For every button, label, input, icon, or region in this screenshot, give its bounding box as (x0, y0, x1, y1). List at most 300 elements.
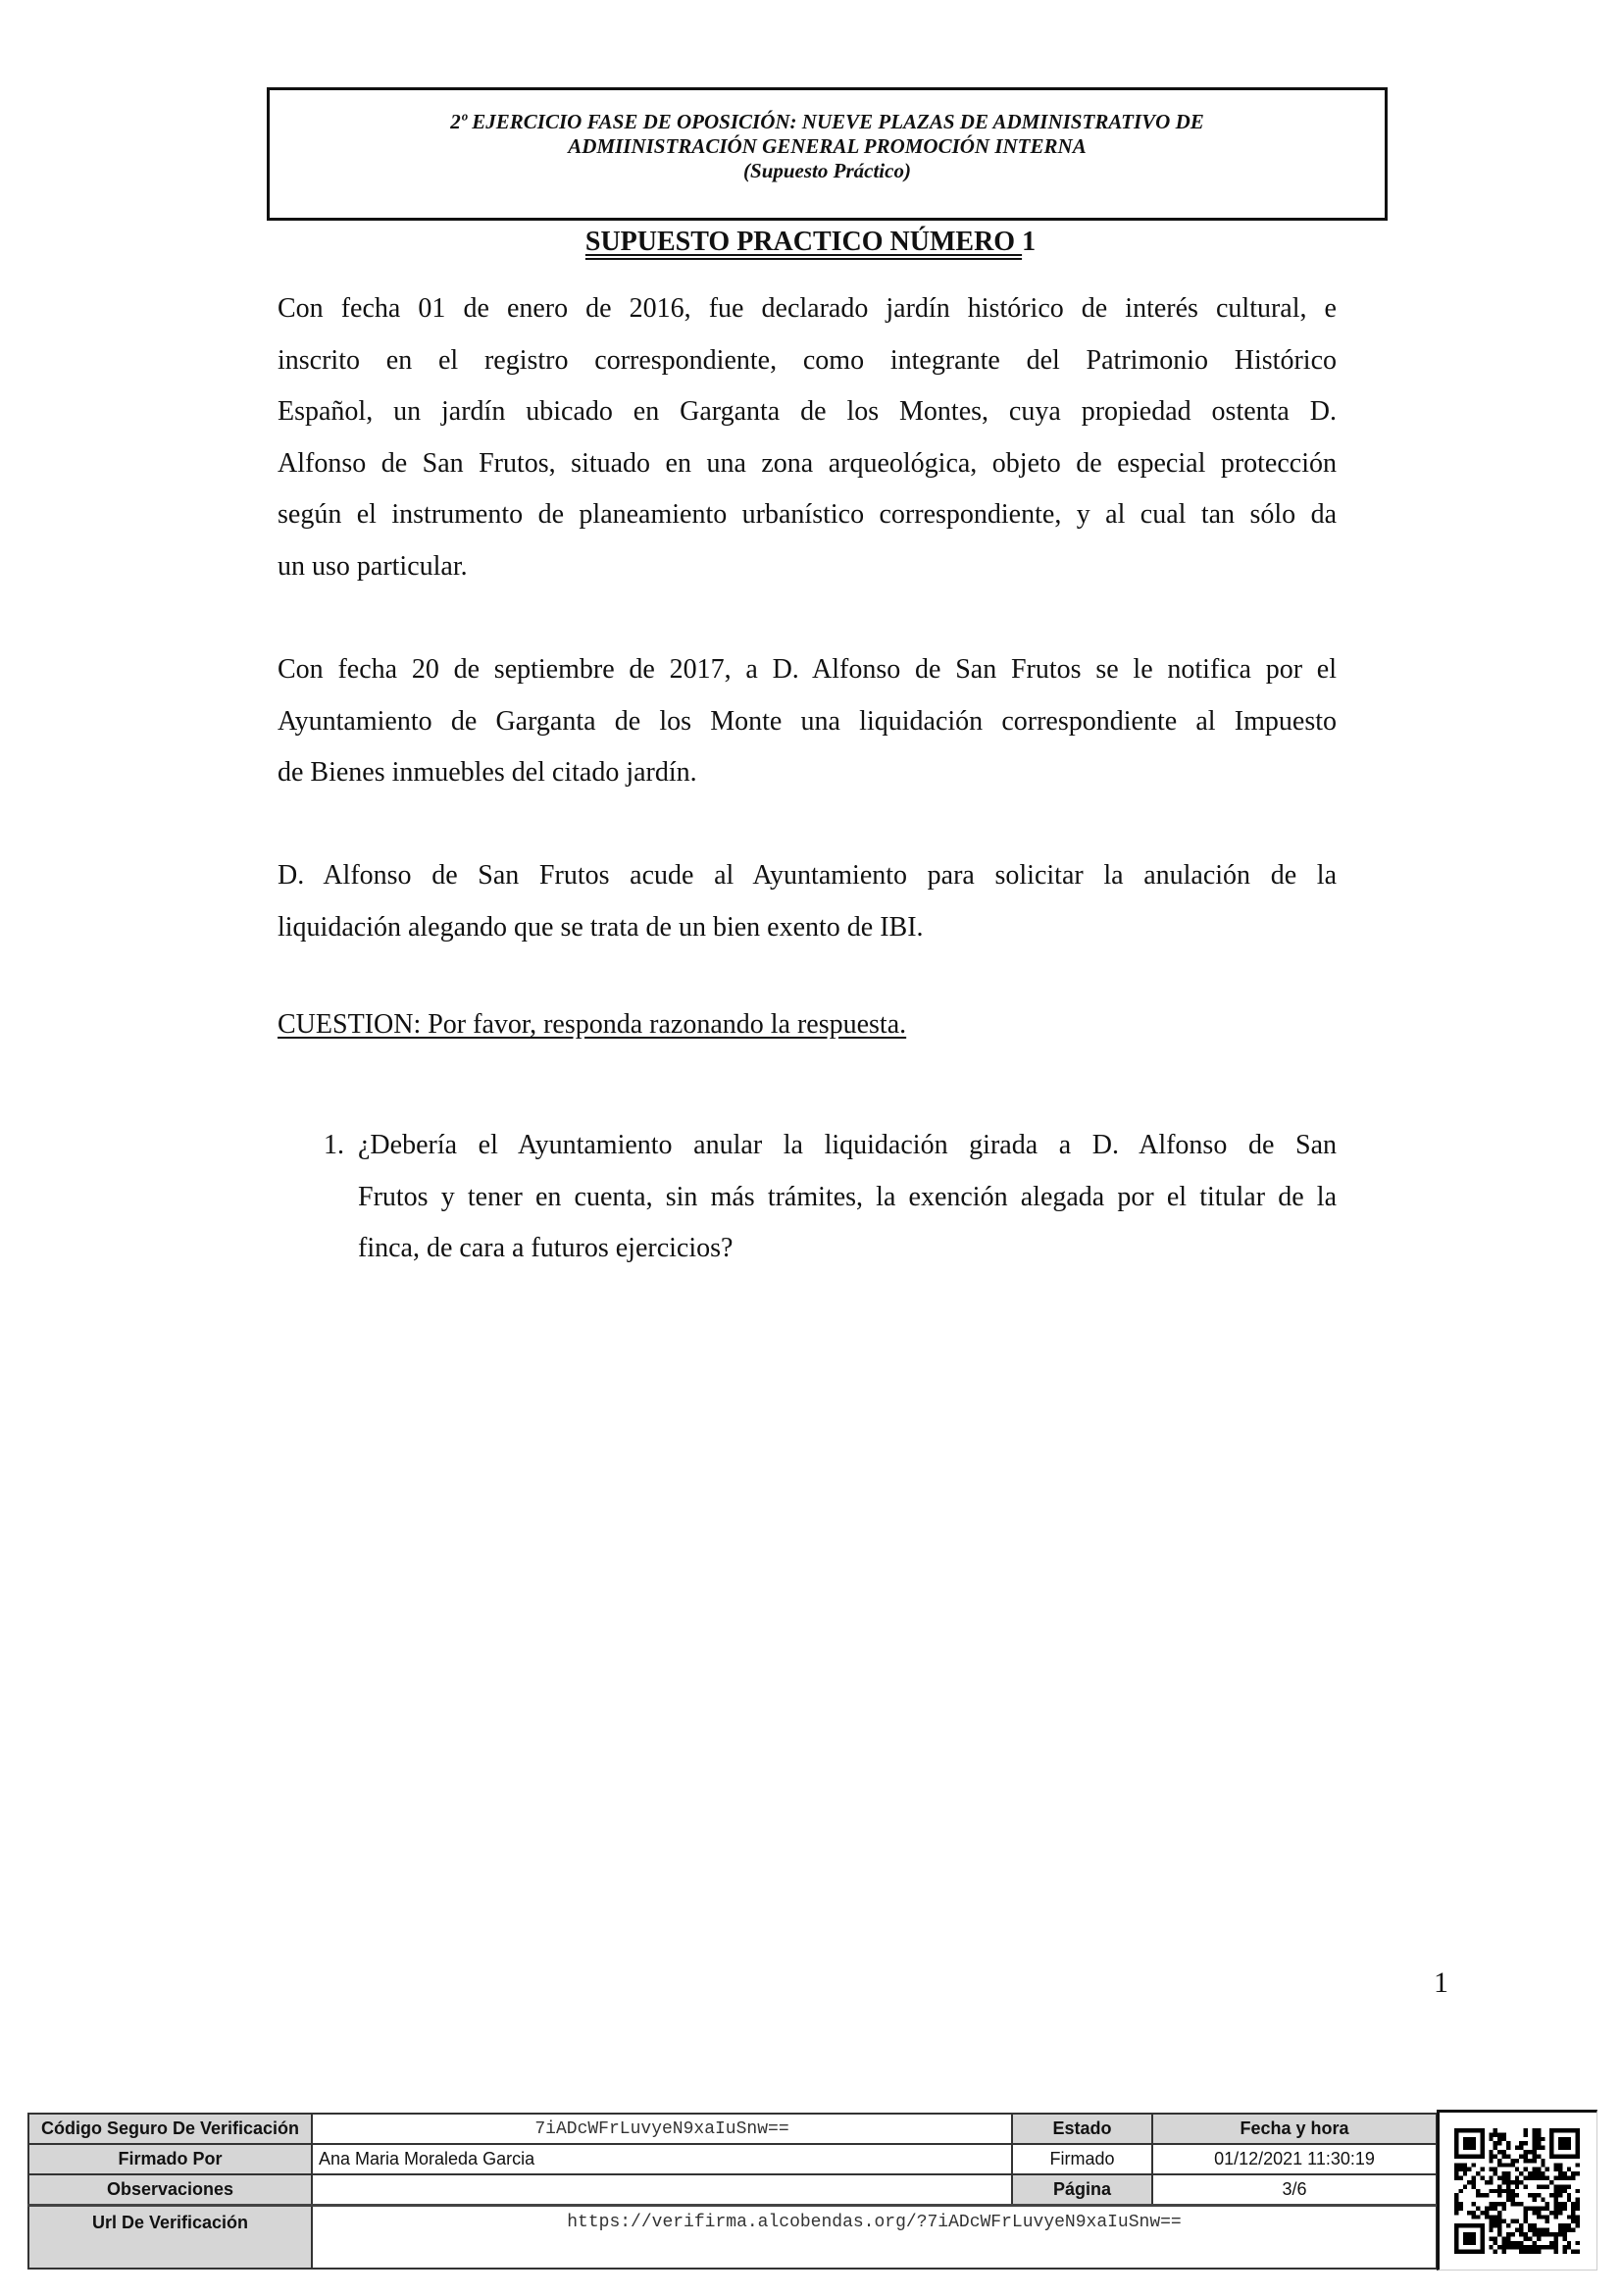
qr-module (1472, 2184, 1476, 2188)
qr-module (1576, 2171, 1580, 2175)
qr-module (1532, 2154, 1536, 2158)
qr-module (1545, 2245, 1549, 2249)
qr-module (1524, 2206, 1528, 2210)
qr-module (1502, 2163, 1506, 2167)
qr-module (1554, 2202, 1558, 2206)
qr-module (1567, 2193, 1571, 2197)
qr-module (1562, 2223, 1566, 2227)
qr-module (1532, 2171, 1536, 2175)
qr-module (1532, 2141, 1536, 2145)
qr-module (1494, 2202, 1497, 2206)
qr-module (1506, 2154, 1510, 2158)
qr-module (1458, 2202, 1462, 2206)
qr-module (1537, 2206, 1541, 2210)
header-line-1: 2º EJERCICIO FASE DE OPOSICIÓN: NUEVE PLAZAS DE ADMINISTRATIVO DE (450, 110, 1204, 133)
qr-module (1541, 2232, 1545, 2236)
qr-module (1558, 2206, 1562, 2210)
qr-module (1545, 2219, 1549, 2223)
qr-module (1562, 2189, 1566, 2193)
qr-module (1494, 2189, 1497, 2193)
qr-module (1463, 2184, 1467, 2188)
qr-module (1519, 2202, 1523, 2206)
qr-module (1549, 2245, 1553, 2249)
label-observaciones: Observaciones (28, 2174, 312, 2206)
qr-module (1489, 2219, 1493, 2223)
qr-module (1519, 2223, 1523, 2227)
qr-module (1562, 2184, 1566, 2188)
paragraph-line: Con fecha 20 de septiembre de 2017, a D. Alfonso de San Frutos se le notifica por el (278, 654, 1337, 685)
qr-module (1549, 2193, 1553, 2197)
qr-module (1515, 2245, 1519, 2249)
qr-module (1576, 2215, 1580, 2219)
qr-module (1497, 2159, 1501, 2163)
qr-module (1494, 2128, 1497, 2132)
qr-module (1524, 2184, 1528, 2188)
qr-module (1506, 2236, 1510, 2240)
qr-module (1502, 2132, 1506, 2136)
qr-module (1489, 2223, 1493, 2227)
qr-module (1571, 2219, 1575, 2223)
qr-module (1554, 2189, 1558, 2193)
paragraph-line: inscrito en el registro correspondiente, como integrante del Patrimonio Histórico (278, 344, 1337, 376)
qr-module (1537, 2215, 1541, 2219)
qr-module (1532, 2206, 1536, 2210)
qr-module (1532, 2146, 1536, 2150)
qr-module (1489, 2215, 1493, 2219)
qr-module (1454, 2193, 1458, 2197)
qr-module (1558, 2168, 1562, 2171)
qr-module (1537, 2228, 1541, 2232)
qr-module (1549, 2211, 1553, 2215)
qr-module (1502, 2180, 1506, 2184)
qr-module (1506, 2241, 1510, 2245)
qr-module (1554, 2168, 1558, 2171)
qr-module (1558, 2184, 1562, 2188)
qr-module (1541, 2245, 1545, 2249)
qr-module (1480, 2193, 1484, 2197)
qr-module (1524, 2232, 1528, 2236)
qr-module (1519, 2146, 1523, 2150)
qr-module (1524, 2159, 1528, 2163)
qr-module (1545, 2206, 1549, 2210)
qr-module (1472, 2215, 1476, 2219)
qr-module (1472, 2163, 1476, 2167)
qr-module (1502, 2241, 1506, 2245)
qr-module (1519, 2232, 1523, 2236)
qr-module (1454, 2202, 1458, 2206)
label-codigo: Código Seguro De Verificación (28, 2114, 312, 2144)
qr-module (1494, 2146, 1497, 2150)
qr-module (1454, 2171, 1458, 2175)
paragraph-line: Con fecha 01 de enero de 2016, fue declarado jardín histórico de interés cultural, e (278, 293, 1337, 324)
qr-module (1489, 2206, 1493, 2210)
question-line: ¿Debería el Ayuntamiento anular la liquidación girada a D. Alfonso de San (358, 1130, 1337, 1160)
qr-module (1532, 2159, 1536, 2163)
qr-module (1554, 2245, 1558, 2249)
qr-module (1506, 2223, 1510, 2227)
qr-module (1567, 2245, 1571, 2249)
qr-module (1549, 2241, 1553, 2245)
paragraph-line: Ayuntamiento de Garganta de los Monte una liquidación correspondiente al Impuesto (278, 705, 1337, 737)
qr-module (1494, 2215, 1497, 2219)
qr-module (1494, 2236, 1497, 2240)
qr-module (1532, 2137, 1536, 2141)
qr-module (1545, 2176, 1549, 2180)
qr-module (1549, 2180, 1553, 2184)
question-number: 1. (324, 1130, 344, 1160)
qr-module (1528, 2150, 1532, 2154)
qr-module (1463, 2168, 1467, 2171)
label-fecha: Fecha y hora (1152, 2114, 1437, 2144)
qr-module (1537, 2184, 1541, 2188)
qr-module (1554, 2184, 1558, 2188)
qr-module (1537, 2141, 1541, 2145)
qr-module (1576, 2223, 1580, 2227)
qr-module (1480, 2211, 1484, 2215)
qr-module (1532, 2211, 1536, 2215)
value-fecha: 01/12/2021 11:30:19 (1152, 2144, 1437, 2174)
qr-module (1494, 2154, 1497, 2158)
qr-module (1519, 2180, 1523, 2184)
qr-module (1515, 2146, 1519, 2150)
qr-module (1541, 2228, 1545, 2232)
qr-module (1485, 2193, 1489, 2197)
qr-module (1524, 2132, 1528, 2136)
qr-module (1506, 2198, 1510, 2202)
qr-module (1541, 2198, 1545, 2202)
qr-module (1489, 2137, 1493, 2141)
qr-module (1554, 2215, 1558, 2219)
qr-module (1562, 2245, 1566, 2249)
qr-module (1510, 2189, 1514, 2193)
qr-module (1545, 2215, 1549, 2219)
question-line: Frutos y tener en cuenta, sin más trámites, la exención alegada por el titular de la (358, 1181, 1337, 1212)
qr-module (1515, 2159, 1519, 2163)
qr-module (1541, 2146, 1545, 2150)
qr-module (1537, 2245, 1541, 2249)
qr-module (1576, 2250, 1580, 2254)
qr-module (1489, 2245, 1493, 2249)
qr-module (1506, 2171, 1510, 2175)
value-codigo: 7iADcWFrLuvyeN9xaIuSnw== (312, 2114, 1012, 2144)
qr-module (1545, 2228, 1549, 2232)
qr-module (1558, 2171, 1562, 2175)
qr-module (1545, 2168, 1549, 2171)
qr-module (1454, 2198, 1458, 2202)
qr-module (1537, 2146, 1541, 2150)
qr-module (1476, 2189, 1480, 2193)
qr-module (1524, 2168, 1528, 2171)
qr-module (1506, 2189, 1510, 2193)
qr-module (1510, 2159, 1514, 2163)
qr-module (1454, 2168, 1458, 2171)
label-url: Url De Verificación (28, 2206, 312, 2270)
qr-module (1571, 2206, 1575, 2210)
qr-module (1515, 2202, 1519, 2206)
qr-module (1472, 2211, 1476, 2215)
qr-module (1554, 2250, 1558, 2254)
qr-module (1463, 2232, 1476, 2245)
qr-module (1510, 2163, 1514, 2167)
qr-module (1494, 2141, 1497, 2145)
qr-module (1562, 2206, 1566, 2210)
qr-module (1454, 2163, 1458, 2167)
qr-module (1571, 2176, 1575, 2180)
question-text (358, 1120, 1337, 1275)
qr-module (1532, 2168, 1536, 2171)
qr-module (1494, 2223, 1497, 2227)
qr-module (1532, 2132, 1536, 2136)
value-pagina: 3/6 (1152, 2174, 1437, 2206)
qr-module (1532, 2241, 1536, 2245)
qr-module (1528, 2228, 1532, 2232)
qr-module (1524, 2236, 1528, 2240)
page-title (0, 226, 1621, 259)
qr-module (1524, 2215, 1528, 2219)
qr-module (1567, 2241, 1571, 2245)
qr-module (1528, 2171, 1532, 2175)
qr-module (1541, 2206, 1545, 2210)
qr-module (1537, 2250, 1541, 2254)
qr-module (1497, 2150, 1501, 2154)
qr-module (1537, 2176, 1541, 2180)
qr-module (1497, 2189, 1501, 2193)
paragraph-line: según el instrumento de planeamiento urbanístico correspondiente, y al cual tan sólo da (278, 499, 1337, 531)
qr-module (1502, 2154, 1506, 2158)
qr-module (1497, 2141, 1501, 2145)
qr-module (1472, 2202, 1476, 2206)
qr-module (1485, 2215, 1489, 2219)
qr-module (1571, 2202, 1575, 2206)
qr-module (1497, 2137, 1501, 2141)
qr-module (1494, 2132, 1497, 2136)
qr-module (1545, 2202, 1549, 2206)
qr-module (1562, 2171, 1566, 2175)
qr-module (1515, 2184, 1519, 2188)
qr-module (1515, 2241, 1519, 2245)
qr-module (1506, 2163, 1510, 2167)
qr-module (1489, 2189, 1493, 2193)
qr-module (1515, 2168, 1519, 2171)
qr-module (1524, 2141, 1528, 2145)
qr-module (1524, 2250, 1528, 2254)
value-observaciones (312, 2174, 1012, 2206)
paragraph-2 (278, 644, 1337, 799)
qr-module (1458, 2189, 1462, 2193)
qr-module (1562, 2202, 1566, 2206)
qr-module (1532, 2176, 1536, 2180)
qr-module (1510, 2232, 1514, 2236)
qr-module (1558, 2193, 1562, 2197)
qr-module (1576, 2202, 1580, 2206)
qr-module (1502, 2137, 1506, 2141)
paragraph-line: un uso particular. (278, 550, 468, 582)
qr-module (1576, 2219, 1580, 2223)
qr-module (1476, 2193, 1480, 2197)
qr-module (1554, 2193, 1558, 2197)
qr-module (1515, 2193, 1519, 2197)
cuestion-heading: CUESTION: Por favor, responda razonando la respuesta. (278, 1009, 907, 1040)
value-estado: Firmado (1012, 2144, 1152, 2174)
qr-module (1476, 2215, 1480, 2219)
qr-module (1567, 2223, 1571, 2227)
qr-module (1537, 2154, 1541, 2158)
qr-module (1528, 2206, 1532, 2210)
qr-module (1494, 2168, 1497, 2171)
qr-module (1506, 2146, 1510, 2150)
header-line-2: ADMIINISTRACIÓN GENERAL PROMOCIÓN INTERNA (568, 134, 1087, 158)
qr-module (1524, 2211, 1528, 2215)
qr-module (1541, 2215, 1545, 2219)
qr-module (1480, 2168, 1484, 2171)
header-line-3: (Supuesto Práctico) (743, 159, 911, 182)
qr-module (1558, 2223, 1562, 2227)
qr-module (1554, 2236, 1558, 2240)
qr-module (1467, 2211, 1471, 2215)
qr-module (1467, 2180, 1471, 2184)
qr-module (1502, 2150, 1506, 2154)
qr-module (1528, 2159, 1532, 2163)
qr-module (1502, 2245, 1506, 2249)
qr-module (1497, 2202, 1501, 2206)
qr-module (1463, 2171, 1467, 2175)
qr-module (1502, 2202, 1506, 2206)
qr-module (1571, 2215, 1575, 2219)
qr-module (1497, 2223, 1501, 2227)
qr-module (1571, 2250, 1575, 2254)
qr-module (1576, 2163, 1580, 2167)
qr-module (1497, 2232, 1501, 2236)
qr-module (1502, 2219, 1506, 2223)
qr-module (1458, 2206, 1462, 2210)
qr-module (1549, 2232, 1553, 2236)
qr-module (1554, 2176, 1558, 2180)
qr-module (1537, 2132, 1541, 2136)
verification-url-link[interactable]: https://verifirma.alcobendas.org/?7iADcWFrLuvyeN9xaIuSnw== (312, 2206, 1437, 2270)
qr-module (1537, 2168, 1541, 2171)
qr-module (1576, 2206, 1580, 2210)
qr-module (1554, 2211, 1558, 2215)
qr-module (1497, 2245, 1501, 2249)
signature-verification-table (27, 2113, 1438, 2270)
paragraph-line: D. Alfonso de San Frutos acude al Ayuntamiento para solicitar la anulación de la (278, 860, 1337, 891)
qr-module (1558, 2163, 1562, 2167)
qr-module (1515, 2176, 1519, 2180)
qr-module (1528, 2250, 1532, 2254)
qr-module (1519, 2245, 1523, 2249)
qr-module (1519, 2228, 1523, 2232)
qr-module (1502, 2176, 1506, 2180)
qr-module (1497, 2211, 1501, 2215)
qr-module (1537, 2236, 1541, 2240)
qr-module (1506, 2180, 1510, 2184)
qr-module (1571, 2171, 1575, 2175)
qr-module (1485, 2211, 1489, 2215)
qr-module (1562, 2228, 1566, 2232)
qr-module (1497, 2193, 1501, 2197)
qr-module (1515, 2219, 1519, 2223)
qr-module (1524, 2128, 1528, 2132)
qr-module (1545, 2184, 1549, 2188)
qr-module (1485, 2180, 1489, 2184)
qr-module (1494, 2206, 1497, 2210)
qr-module (1567, 2198, 1571, 2202)
qr-module (1506, 2193, 1510, 2197)
qr-module (1567, 2184, 1571, 2188)
qr-module (1463, 2163, 1467, 2167)
qr-module (1489, 2150, 1493, 2154)
label-estado: Estado (1012, 2114, 1152, 2144)
qr-module (1562, 2236, 1566, 2240)
qr-module (1506, 2176, 1510, 2180)
qr-module (1532, 2245, 1536, 2249)
qr-module (1576, 2241, 1580, 2245)
qr-module (1532, 2223, 1536, 2227)
qr-module (1567, 2215, 1571, 2219)
qr-module (1519, 2241, 1523, 2245)
qr-module (1506, 2232, 1510, 2236)
qr-module (1562, 2250, 1566, 2254)
qr-module (1554, 2206, 1558, 2210)
qr-module (1532, 2232, 1536, 2236)
qr-module (1494, 2241, 1497, 2245)
qr-module (1537, 2171, 1541, 2175)
qr-module (1458, 2163, 1462, 2167)
qr-module (1532, 2193, 1536, 2197)
qr-module (1532, 2128, 1536, 2132)
qr-module (1541, 2176, 1545, 2180)
qr-module (1567, 2168, 1571, 2171)
qr-module (1497, 2219, 1501, 2223)
qr-module (1537, 2128, 1541, 2132)
qr-module (1510, 2180, 1514, 2184)
qr-module (1494, 2219, 1497, 2223)
qr-module (1472, 2180, 1476, 2184)
qr-module (1497, 2215, 1501, 2219)
paragraph-line: Español, un jardín ubicado en Garganta de los Montes, cuya propiedad ostenta D. (278, 396, 1337, 428)
qr-module (1510, 2219, 1514, 2223)
qr-module (1554, 2163, 1558, 2167)
qr-module (1576, 2189, 1580, 2193)
qr-module (1562, 2232, 1566, 2236)
qr-module (1558, 2211, 1562, 2215)
qr-module (1524, 2219, 1528, 2223)
qr-module (1463, 2137, 1476, 2150)
qr-module (1476, 2206, 1480, 2210)
qr-module (1567, 2228, 1571, 2232)
qr-module (1489, 2132, 1493, 2136)
qr-module (1541, 2137, 1545, 2141)
question-line: finca, de cara a futuros ejercicios? (358, 1233, 734, 1264)
qr-module (1480, 2176, 1484, 2180)
qr-module (1532, 2198, 1536, 2202)
qr-module (1532, 2228, 1536, 2232)
qr-module (1558, 2228, 1562, 2232)
qr-module (1489, 2154, 1493, 2158)
qr-module (1554, 2198, 1558, 2202)
qr-module (1524, 2245, 1528, 2249)
paragraph-line: Alfonso de San Frutos, situado en una zona arqueológica, objeto de especial protección (278, 447, 1337, 479)
qr-module (1467, 2168, 1471, 2171)
qr-module (1489, 2228, 1493, 2232)
qr-module (1497, 2132, 1501, 2136)
qr-code-icon (1454, 2126, 1580, 2256)
qr-module (1519, 2141, 1523, 2145)
value-firmado-por: Ana Maria Moraleda Garcia (312, 2144, 1012, 2174)
qr-module (1454, 2206, 1458, 2210)
qr-module (1489, 2159, 1493, 2163)
paragraph-1 (278, 283, 1337, 593)
